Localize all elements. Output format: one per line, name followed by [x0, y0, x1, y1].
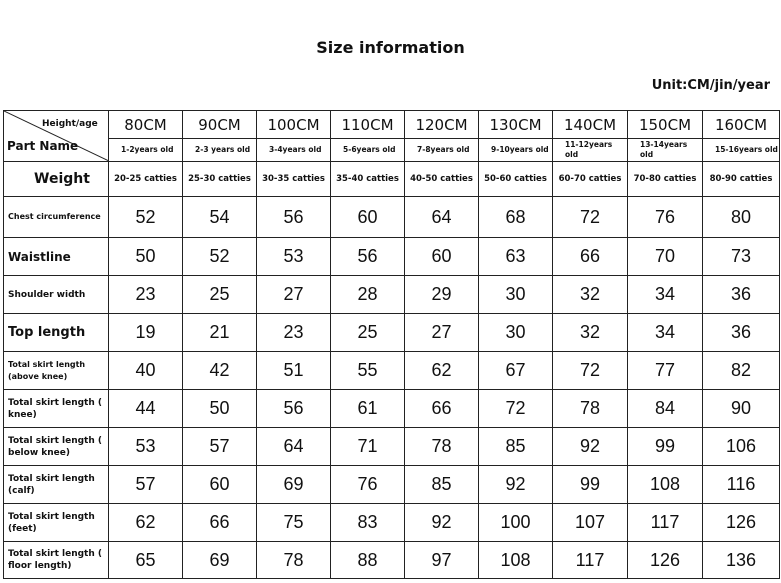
measurement-value: 69	[257, 466, 331, 504]
measurement-value: 107	[553, 504, 628, 542]
measurement-value: 72	[553, 197, 628, 238]
size-header-cell: 80CM	[109, 111, 183, 139]
measurement-value: 126	[703, 504, 780, 542]
measurement-label: Total skirt length (above knee)	[4, 352, 109, 390]
measurement-value: 60	[183, 466, 257, 504]
measurement-value: 54	[183, 197, 257, 238]
measurement-value: 52	[183, 238, 257, 276]
page-title: Size information	[316, 38, 465, 57]
age-cell: 2-3 years old	[183, 139, 257, 162]
measurement-value: 76	[628, 197, 703, 238]
measurement-value: 88	[331, 542, 405, 579]
measurement-value: 75	[257, 504, 331, 542]
measurement-label: Shoulder width	[4, 276, 109, 314]
unit-label: Unit:CM/jin/year	[651, 78, 770, 93]
age-cell: 3-4years old	[257, 139, 331, 162]
measurement-value: 78	[553, 390, 628, 428]
measurement-value: 21	[183, 314, 257, 352]
measurement-value: 92	[553, 428, 628, 466]
measurement-label: Waistline	[4, 238, 109, 276]
measurement-label: Total skirt length ( floor length)	[4, 542, 109, 579]
measurement-value: 97	[405, 542, 479, 579]
measurement-value: 136	[703, 542, 780, 579]
measurement-value: 51	[257, 352, 331, 390]
measurement-row	[4, 428, 780, 466]
corner-part-name-label: Part Name	[7, 139, 79, 153]
size-header-cell: 140CM	[553, 111, 628, 139]
corner-height-age-label: Height/age	[42, 119, 98, 129]
measurement-value: 85	[405, 466, 479, 504]
age-cell: 1-2years old	[109, 139, 183, 162]
measurement-value: 92	[405, 504, 479, 542]
size-header-cell: 120CM	[405, 111, 479, 139]
measurement-label: Total skirt length (feet)	[4, 504, 109, 542]
weight-cell: 35-40 catties	[331, 162, 405, 197]
measurement-label: Chest circumference	[4, 197, 109, 238]
age-cell: 15-16years old	[703, 139, 780, 162]
weight-cell: 70-80 catties	[628, 162, 703, 197]
measurement-label: Total skirt length ( knee)	[4, 390, 109, 428]
measurement-value: 108	[628, 466, 703, 504]
measurement-row	[4, 466, 780, 504]
measurement-value: 77	[628, 352, 703, 390]
measurement-value: 90	[703, 390, 780, 428]
age-cell: 5-6years old	[331, 139, 405, 162]
measurement-value: 57	[109, 466, 183, 504]
age-row	[4, 139, 780, 162]
size-header-cell: 100CM	[257, 111, 331, 139]
measurement-value: 85	[479, 428, 553, 466]
size-header-cell: 110CM	[331, 111, 405, 139]
measurement-value: 72	[479, 390, 553, 428]
measurement-value: 23	[257, 314, 331, 352]
size-header-cell: 130CM	[479, 111, 553, 139]
measurement-value: 64	[405, 197, 479, 238]
measurement-value: 42	[183, 352, 257, 390]
weight-cell: 60-70 catties	[553, 162, 628, 197]
measurement-value: 40	[109, 352, 183, 390]
measurement-value: 108	[479, 542, 553, 579]
measurement-label: Total skirt length ( below knee)	[4, 428, 109, 466]
measurement-value: 62	[109, 504, 183, 542]
weight-cell: 40-50 catties	[405, 162, 479, 197]
measurement-value: 60	[331, 197, 405, 238]
measurement-value: 60	[405, 238, 479, 276]
measurement-value: 92	[479, 466, 553, 504]
measurement-row	[4, 238, 780, 276]
measurement-row	[4, 197, 780, 238]
measurement-value: 117	[628, 504, 703, 542]
measurement-value: 52	[109, 197, 183, 238]
measurement-value: 29	[405, 276, 479, 314]
measurement-value: 76	[331, 466, 405, 504]
measurement-value: 62	[405, 352, 479, 390]
measurement-value: 34	[628, 276, 703, 314]
measurement-value: 66	[183, 504, 257, 542]
measurement-value: 83	[331, 504, 405, 542]
measurement-row	[4, 542, 780, 579]
weight-cell: 80-90 catties	[703, 162, 780, 197]
measurement-row	[4, 504, 780, 542]
measurement-row	[4, 314, 780, 352]
measurement-value: 65	[109, 542, 183, 579]
size-table	[3, 110, 780, 579]
measurement-row	[4, 276, 780, 314]
measurement-value: 126	[628, 542, 703, 579]
weight-row	[4, 162, 780, 197]
measurement-value: 63	[479, 238, 553, 276]
age-cell: 11-12years old	[553, 139, 628, 162]
measurement-value: 34	[628, 314, 703, 352]
size-header-row	[4, 111, 780, 139]
size-header-cell: 160CM	[703, 111, 780, 139]
corner-cell	[4, 111, 109, 162]
measurement-value: 57	[183, 428, 257, 466]
measurement-value: 30	[479, 276, 553, 314]
measurement-value: 55	[331, 352, 405, 390]
weight-label: Weight	[4, 162, 109, 197]
weight-cell: 50-60 catties	[479, 162, 553, 197]
measurement-value: 32	[553, 314, 628, 352]
measurement-value: 19	[109, 314, 183, 352]
measurement-value: 32	[553, 276, 628, 314]
measurement-value: 69	[183, 542, 257, 579]
measurement-value: 23	[109, 276, 183, 314]
measurement-value: 56	[331, 238, 405, 276]
measurement-value: 56	[257, 390, 331, 428]
measurement-row	[4, 352, 780, 390]
measurement-value: 50	[109, 238, 183, 276]
measurement-value: 116	[703, 466, 780, 504]
measurement-value: 64	[257, 428, 331, 466]
measurement-value: 30	[479, 314, 553, 352]
weight-cell: 25-30 catties	[183, 162, 257, 197]
measurement-value: 28	[331, 276, 405, 314]
weight-cell: 20-25 catties	[109, 162, 183, 197]
measurement-value: 67	[479, 352, 553, 390]
age-cell: 7-8years old	[405, 139, 479, 162]
measurement-value: 73	[703, 238, 780, 276]
measurement-value: 78	[257, 542, 331, 579]
measurement-value: 61	[331, 390, 405, 428]
age-cell: 9-10years old	[479, 139, 553, 162]
measurement-value: 53	[257, 238, 331, 276]
measurement-value: 25	[183, 276, 257, 314]
measurement-value: 56	[257, 197, 331, 238]
measurement-value: 99	[628, 428, 703, 466]
measurement-value: 27	[257, 276, 331, 314]
measurement-value: 44	[109, 390, 183, 428]
measurement-value: 53	[109, 428, 183, 466]
measurement-value: 36	[703, 314, 780, 352]
measurement-value: 72	[553, 352, 628, 390]
measurement-value: 71	[331, 428, 405, 466]
measurement-value: 66	[405, 390, 479, 428]
measurement-value: 106	[703, 428, 780, 466]
age-cell: 13-14years old	[628, 139, 703, 162]
size-header-cell: 150CM	[628, 111, 703, 139]
measurement-value: 36	[703, 276, 780, 314]
measurement-label: Top length	[4, 314, 109, 352]
measurement-value: 80	[703, 197, 780, 238]
measurement-row	[4, 390, 780, 428]
size-header-cell: 90CM	[183, 111, 257, 139]
measurement-value: 25	[331, 314, 405, 352]
measurement-value: 70	[628, 238, 703, 276]
measurement-label: Total skirt length (calf)	[4, 466, 109, 504]
measurement-value: 50	[183, 390, 257, 428]
measurement-value: 82	[703, 352, 780, 390]
measurement-value: 117	[553, 542, 628, 579]
measurement-value: 66	[553, 238, 628, 276]
measurement-value: 99	[553, 466, 628, 504]
measurement-value: 84	[628, 390, 703, 428]
measurement-value: 68	[479, 197, 553, 238]
measurement-value: 27	[405, 314, 479, 352]
measurement-value: 100	[479, 504, 553, 542]
weight-cell: 30-35 catties	[257, 162, 331, 197]
measurement-value: 78	[405, 428, 479, 466]
